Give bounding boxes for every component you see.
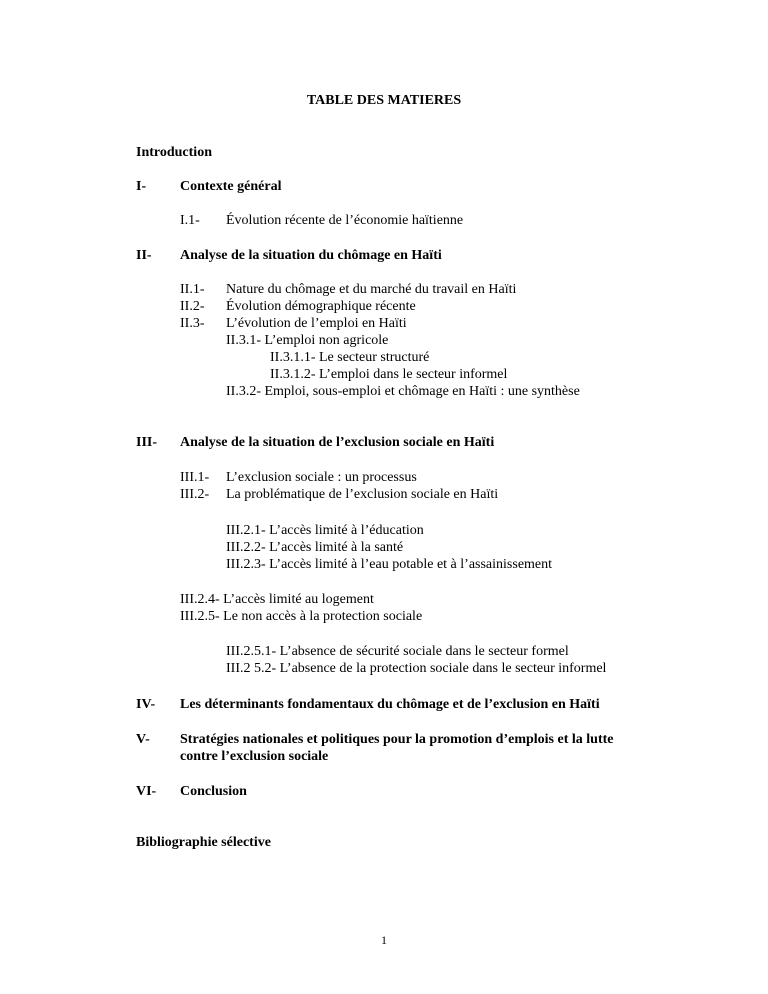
section-number-ii: II- [136, 248, 152, 263]
toc-introduction: Introduction [136, 145, 212, 160]
toc-subitem: II.3.1.1- Le secteur structuré [270, 350, 430, 365]
toc-item-number: II.2- [180, 299, 205, 314]
section-number-iii: III- [136, 435, 158, 450]
section-number-i: I- [136, 179, 147, 194]
toc-subitem: II.3.1- L’emploi non agricole [226, 333, 389, 348]
section-number-iv: IV- [136, 697, 156, 712]
toc-item-number: III.1- [180, 470, 210, 485]
toc-item: III.2.5- Le non accès à la protection sociale [180, 609, 423, 624]
toc-item-text: Nature du chômage et du marché du travail en Haïti [226, 282, 517, 297]
toc-item-number: III.2- [180, 487, 210, 502]
section-title-v-line1: Stratégies nationales et politiques pour la promotion d’emplois et la lutte [180, 732, 614, 747]
section-title-vi: Conclusion [180, 784, 247, 799]
toc-item-number: II.1- [180, 282, 205, 297]
toc-subitem: III.2.5.1- L’absence de sécurité sociale dans le secteur formel [226, 644, 569, 659]
toc-subitem: III.2 5.2- L’absence de la protection sociale dans le secteur informel [226, 661, 607, 676]
section-title-v-line2: contre l’exclusion sociale [180, 749, 329, 764]
toc-item-text: L’évolution de l’emploi en Haïti [226, 316, 407, 331]
toc-item-number: I.1- [180, 213, 200, 228]
section-title-i: Contexte général [180, 179, 282, 194]
toc-bibliography: Bibliographie sélective [136, 835, 271, 850]
toc-subitem: III.2.2- L’accès limité à la santé [226, 540, 404, 555]
page-number: 1 [381, 933, 387, 947]
toc-item: III.2.4- L’accès limité au logement [180, 592, 374, 607]
section-title-iii: Analyse de la situation de l’exclusion sociale en Haïti [180, 435, 495, 450]
toc-item-text: Évolution démographique récente [226, 299, 416, 314]
toc-subitem: II.3.2- Emploi, sous-emploi et chômage en Haïti : une synthèse [226, 384, 580, 399]
toc-subitem: II.3.1.2- L’emploi dans le secteur informel [270, 367, 508, 382]
toc-item-text: L’exclusion sociale : un processus [226, 470, 417, 485]
toc-subitem: III.2.1- L’accès limité à l’éducation [226, 523, 424, 538]
section-title-iv: Les déterminants fondamentaux du chômage et de l’exclusion en Haïti [180, 697, 600, 712]
section-title-ii: Analyse de la situation du chômage en Haïti [180, 248, 442, 263]
section-number-vi: VI- [136, 784, 157, 799]
toc-item-number: II.3- [180, 316, 205, 331]
toc-item-text: Évolution récente de l’économie haïtienne [226, 213, 464, 228]
toc-item-text: La problématique de l’exclusion sociale en Haïti [226, 487, 499, 502]
section-number-v: V- [136, 732, 150, 747]
page-title: TABLE DES MATIERES [306, 93, 462, 108]
toc-subitem: III.2.3- L’accès limité à l’eau potable et à l’assainissement [226, 557, 553, 572]
